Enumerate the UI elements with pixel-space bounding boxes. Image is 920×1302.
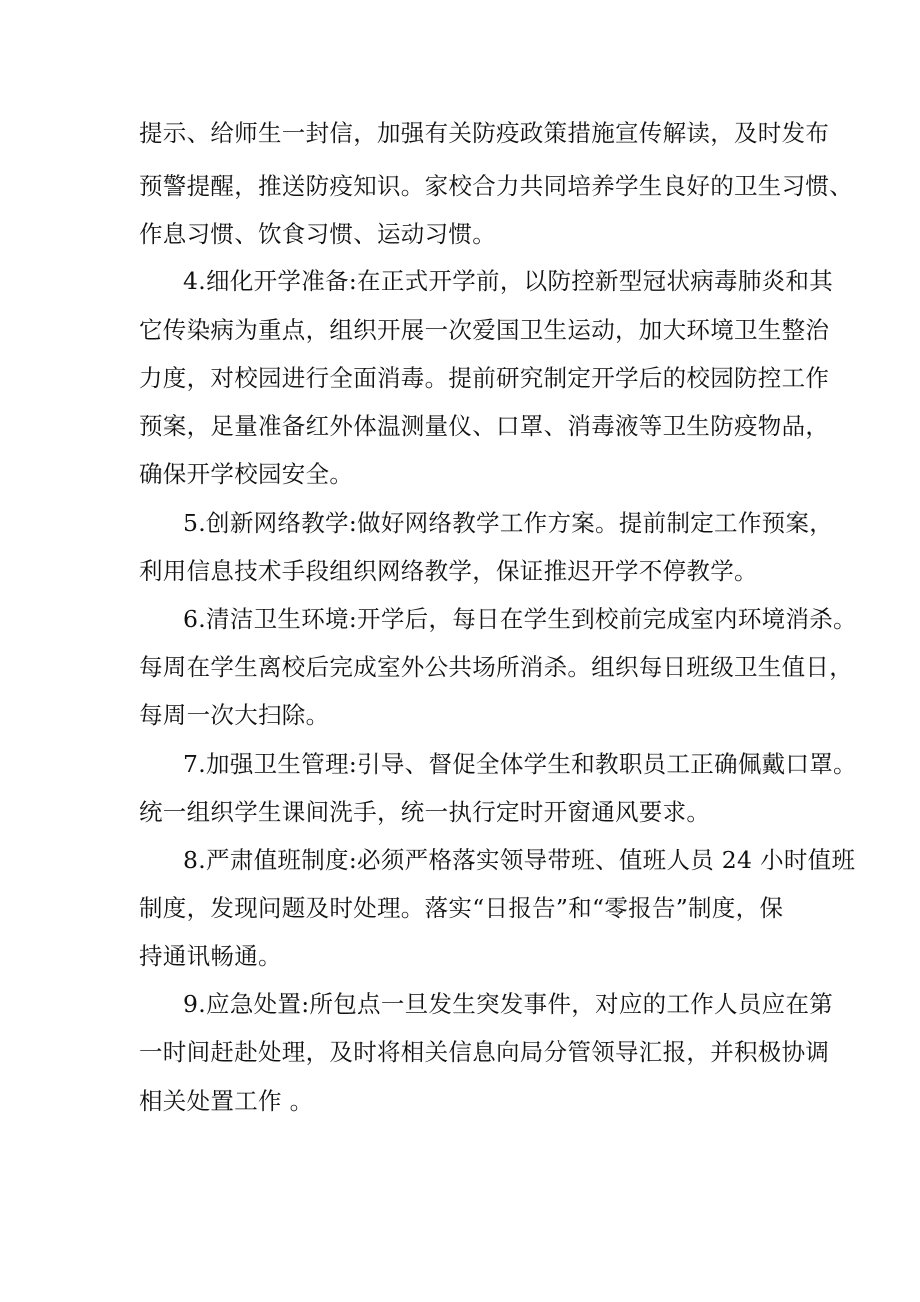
paragraph-line: 确保开学校园安全。: [139, 460, 354, 488]
paragraph-line: 相关处置工作 。: [139, 1087, 314, 1115]
paragraph-line: 力度，对校园进行全面消毒。提前研究制定开学后的校园防控工作: [139, 364, 830, 392]
item-5-heading-line: 5.创新网络教学:做好网络教学工作方案。提前制定工作预案，: [183, 509, 834, 537]
item-4-heading-line: 4.细化开学准备:在正式开学前，以防控新型冠状病毒肺炎和其: [183, 267, 834, 295]
paragraph-line: 每周在学生离校后完成室外公共场所消杀。组织每日班级卫生值日，: [139, 653, 853, 681]
paragraph-line: 一时间赶赴处理，及时将相关信息向局分管领导汇报，并积极协调: [139, 1038, 830, 1066]
paragraph-line: 持通讯畅通。: [139, 942, 282, 970]
item-8-heading-line: 8.严肃值班制度:必须严格落实领导带班、值班人员 24 小时值班: [183, 846, 856, 874]
item-6-heading-line: 6.清洁卫生环境:开学后，每日在学生到校前完成室内环境消杀。: [183, 605, 857, 633]
paragraph-line: 统一组织学生课间洗手，统一执行定时开窗通风要求。: [139, 798, 711, 826]
paragraph-line: 提示、给师生一封信，加强有关防疫政策措施宣传解读，及时发布: [139, 119, 830, 147]
paragraph-line: 预案，足量准备红外体温测量仪、口罩、消毒液等卫生防疫物品，: [139, 412, 830, 440]
paragraph-line: 预警提醒，推送防疫知识。家校合力共同培养学生良好的卫生习惯、: [139, 172, 853, 200]
item-9-heading-line: 9.应急处置:所包点一旦发生突发事件，对应的工作人员应在第: [183, 990, 834, 1018]
paragraph-line: 制度，发现问题及时处理。落实“日报告”和“零报告”制度，保: [139, 894, 784, 922]
paragraph-line: 每周一次大扫除。: [139, 701, 330, 729]
item-7-heading-line: 7.加强卫生管理:引导、督促全体学生和教职员工正确佩戴口罩。: [183, 750, 857, 778]
paragraph-line: 它传染病为重点，组织开展一次爱国卫生运动，加大环境卫生整治: [139, 316, 830, 344]
paragraph-line: 作息习惯、饮食习惯、运动习惯。: [139, 220, 496, 248]
paragraph-line: 利用信息技术手段组织网络教学，保证推迟开学不停教学。: [139, 557, 758, 585]
